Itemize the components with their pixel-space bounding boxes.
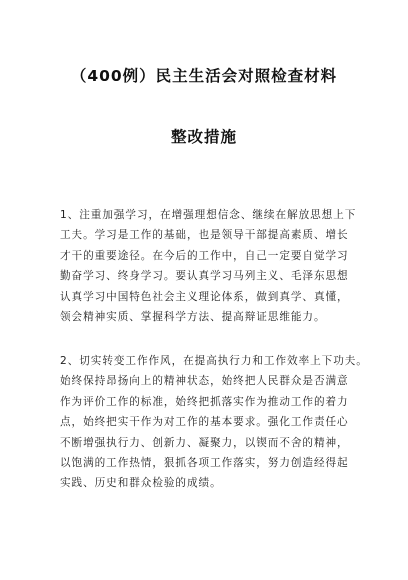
paragraph-line: 工夫。学习是工作的基础，也是领导干部提高素质、增长 (60, 229, 349, 242)
paragraph-line: 始终保持昂扬向上的精神状态，始终把人民群众是否满意 (60, 375, 349, 388)
document-subtitle: 整改措施 (170, 128, 237, 146)
paragraph-line: 1、注重加强学习，在增强理想信念、继续在解放思想上下 (60, 209, 357, 221)
paragraph-line: 认真学习中国特色社会主义理论体系，做到真学、真懂， (60, 290, 349, 303)
paragraph-2 (60, 351, 368, 494)
paragraph-line: 才干的重要途径。在今后的工作中，自己一定要自觉学习 (60, 249, 349, 262)
paragraph-line: 作为评价工作的标准，始终把抓落实作为推动工作的着力 (60, 395, 349, 408)
paragraph-line: 实践、历史和群众检验的成绩。 (60, 477, 222, 490)
paragraph-line: 领会精神实质、掌握科学方法、提高辩证思维能力。 (60, 310, 326, 323)
paragraph-line: 勤奋学习、终身学习。要认真学习马列主义、毛泽东思想 (60, 270, 349, 283)
paragraph-1 (60, 205, 362, 327)
paragraph-line: 以饱满的工作热情，狠抓各项工作落实，努力创造经得起 (60, 456, 349, 469)
paragraph-line: 点，始终把实干作为对工作的基本要求。强化工作责任心 (60, 416, 349, 429)
document-title: （400例）民主生活会对照检查材料 (70, 67, 338, 85)
paragraph-line: 2、切实转变工作作风，在提高执行力和工作效率上下功夫。 (60, 355, 368, 367)
paragraph-line: 不断增强执行力、创新力、凝聚力，以锲而不舍的精神， (60, 436, 349, 449)
